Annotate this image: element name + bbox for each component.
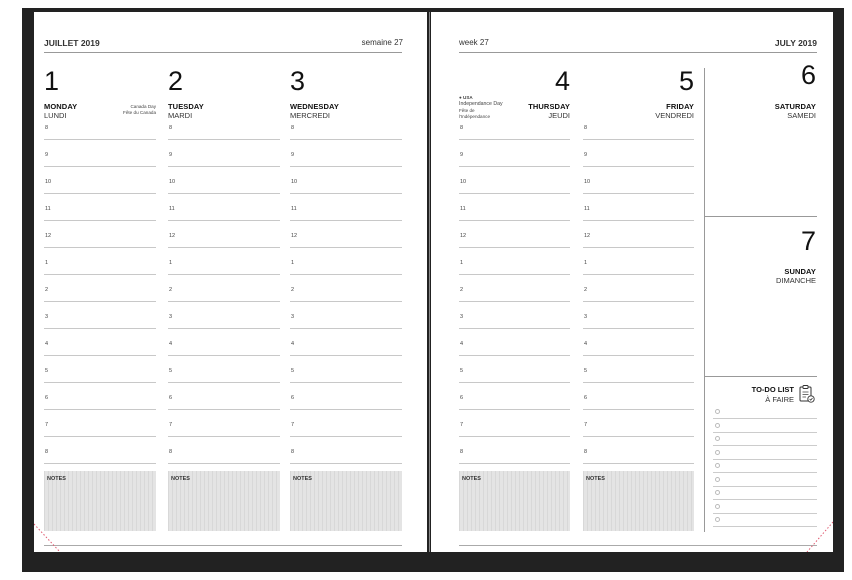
day-name-fr-3: MERCREDI <box>290 111 331 120</box>
hour-label: 5 <box>291 368 295 374</box>
day-number-5: 5 <box>678 66 694 96</box>
hour-slot[interactable] <box>459 139 570 140</box>
hour-label: 10 <box>460 179 467 185</box>
notes-label-3: NOTES <box>293 476 312 482</box>
sunday-writing-area[interactable] <box>705 288 817 376</box>
hour-label: 5 <box>45 368 49 374</box>
todo-item-line[interactable] <box>713 445 817 446</box>
saturday-sunday-rule <box>705 216 817 217</box>
hour-label: 8 <box>460 125 464 131</box>
hour-slot[interactable] <box>459 436 570 437</box>
hour-slot[interactable] <box>44 382 156 383</box>
hour-slot[interactable] <box>168 193 280 194</box>
hour-label: 9 <box>291 152 295 158</box>
todo-item-line[interactable] <box>713 486 817 487</box>
right-week-header: week 27 <box>459 38 489 47</box>
holiday-fr: Fête du Canada <box>123 109 156 115</box>
hour-slot[interactable] <box>583 247 694 248</box>
hour-label: 7 <box>45 422 49 428</box>
left-corner-dots <box>34 512 68 552</box>
hour-label: 11 <box>291 206 297 212</box>
holiday-en: Canada Day <box>130 104 156 109</box>
hour-slot[interactable] <box>168 139 280 140</box>
left-page <box>34 12 427 552</box>
hour-slot[interactable] <box>459 166 570 167</box>
hour-label: 3 <box>584 314 588 320</box>
hour-label: 6 <box>460 395 464 401</box>
day-name-en-5: FRIDAY <box>666 102 694 111</box>
day-name-fr-1: LUNDI <box>44 111 67 120</box>
todo-item-line[interactable] <box>713 513 817 514</box>
hour-slot[interactable] <box>44 220 156 221</box>
hour-slot[interactable] <box>290 436 402 437</box>
hour-label: 8 <box>45 449 49 455</box>
day-number-6: 6 <box>800 60 816 90</box>
hour-slot[interactable] <box>459 301 570 302</box>
saturday-writing-area[interactable] <box>705 124 817 216</box>
hour-slot[interactable] <box>583 436 694 437</box>
hour-slot[interactable] <box>168 436 280 437</box>
todo-item-line[interactable] <box>713 499 817 500</box>
hour-label: 7 <box>169 422 173 428</box>
hour-label: 2 <box>291 287 295 293</box>
hour-slot[interactable] <box>44 355 156 356</box>
hour-label: 6 <box>584 395 588 401</box>
hour-label: 8 <box>584 449 588 455</box>
hour-slot[interactable] <box>44 193 156 194</box>
hour-slot[interactable] <box>459 355 570 356</box>
hour-label: 9 <box>169 152 173 158</box>
hour-label: 4 <box>460 341 464 347</box>
hour-label: 2 <box>584 287 588 293</box>
hour-slot[interactable] <box>583 463 694 464</box>
hour-label: 3 <box>460 314 464 320</box>
hour-slot[interactable] <box>459 463 570 464</box>
todo-item-line[interactable] <box>713 432 817 433</box>
sunday-todo-rule <box>705 376 817 377</box>
hour-slot[interactable] <box>583 409 694 410</box>
hour-label: 11 <box>584 206 590 212</box>
hour-slot[interactable] <box>583 166 694 167</box>
hour-label: 8 <box>460 449 464 455</box>
hour-label: 8 <box>45 125 49 131</box>
right-page <box>431 12 833 552</box>
hour-label: 8 <box>169 449 173 455</box>
todo-item-line[interactable] <box>713 459 817 460</box>
hour-slot[interactable] <box>583 355 694 356</box>
hour-slot[interactable] <box>583 193 694 194</box>
holiday-en: Independance Day <box>459 100 503 107</box>
day-name-en-6: SATURDAY <box>774 102 816 111</box>
notes-label-5: NOTES <box>586 476 605 482</box>
day-name-fr-6: SAMEDI <box>787 111 816 120</box>
hour-slot[interactable] <box>583 328 694 329</box>
hour-slot[interactable] <box>44 301 156 302</box>
hour-slot[interactable] <box>290 301 402 302</box>
hour-label: 4 <box>45 341 49 347</box>
hour-slot[interactable] <box>290 166 402 167</box>
hour-slot[interactable] <box>459 247 570 248</box>
notes-label-4: NOTES <box>462 476 481 482</box>
hour-label: 1 <box>460 260 464 266</box>
clipboard-check-icon <box>798 384 816 404</box>
hour-label: 11 <box>169 206 175 212</box>
holiday-canada-day <box>104 104 156 116</box>
todo-checkbox[interactable] <box>715 409 720 414</box>
hour-label: 12 <box>584 233 591 239</box>
hour-slot[interactable] <box>459 274 570 275</box>
todo-checkbox[interactable] <box>715 517 720 522</box>
left-header-rule <box>44 52 402 53</box>
todo-checkbox[interactable] <box>715 504 720 509</box>
hour-label: 9 <box>584 152 588 158</box>
day-name-en-3: WEDNESDAY <box>290 102 339 111</box>
todo-checkbox[interactable] <box>715 490 720 495</box>
hour-label: 3 <box>45 314 49 320</box>
hour-label: 12 <box>45 233 52 239</box>
hour-label: 10 <box>45 179 52 185</box>
left-footer-rule <box>44 545 402 546</box>
todo-item-line[interactable] <box>713 472 817 473</box>
hour-label: 6 <box>291 395 295 401</box>
hour-label: 11 <box>45 206 51 212</box>
hour-label: 1 <box>169 260 173 266</box>
hour-slot[interactable] <box>290 247 402 248</box>
todo-item-line[interactable] <box>713 526 817 527</box>
hour-label: 6 <box>45 395 49 401</box>
hour-label: 5 <box>169 368 173 374</box>
hour-slot[interactable] <box>290 220 402 221</box>
hour-label: 5 <box>460 368 464 374</box>
hour-label: 8 <box>169 125 173 131</box>
hour-label: 7 <box>584 422 588 428</box>
day-number-3: 3 <box>290 66 306 96</box>
hour-slot[interactable] <box>168 382 280 383</box>
day-name-en-1: MONDAY <box>44 102 78 111</box>
notes-label-2: NOTES <box>171 476 190 482</box>
hour-slot[interactable] <box>44 274 156 275</box>
hour-slot[interactable] <box>583 139 694 140</box>
right-footer-rule <box>459 545 817 546</box>
hour-slot[interactable] <box>290 274 402 275</box>
hour-slot[interactable] <box>583 274 694 275</box>
hour-slot[interactable] <box>168 409 280 410</box>
holiday-fr-2: l'Indépendance <box>459 113 491 119</box>
hour-slot[interactable] <box>168 274 280 275</box>
hour-label: 12 <box>169 233 176 239</box>
hour-label: 8 <box>291 125 295 131</box>
hour-slot[interactable] <box>459 382 570 383</box>
hour-slot[interactable] <box>168 355 280 356</box>
day-number-4: 4 <box>554 66 570 96</box>
holiday-independence-day <box>459 95 521 120</box>
hour-label: 4 <box>291 341 295 347</box>
left-month-header: JUILLET 2019 <box>44 38 100 48</box>
hour-slot[interactable] <box>168 328 280 329</box>
hour-slot[interactable] <box>583 220 694 221</box>
hour-label: 6 <box>169 395 173 401</box>
hour-slot[interactable] <box>168 247 280 248</box>
hour-label: 10 <box>584 179 591 185</box>
right-corner-dots <box>803 512 833 552</box>
notes-label-1: NOTES <box>47 476 66 482</box>
holiday-country-tag: ● USA <box>459 95 473 100</box>
hour-label: 9 <box>460 152 464 158</box>
hour-slot[interactable] <box>290 328 402 329</box>
hour-slot[interactable] <box>168 463 280 464</box>
hour-label: 5 <box>584 368 588 374</box>
right-header-rule <box>459 52 817 53</box>
holiday-fr-1: Fête de <box>459 107 475 113</box>
day-name-fr-4: JEUDI <box>548 111 570 120</box>
day-name-en-4: THURSDAY <box>528 102 570 111</box>
hour-slot[interactable] <box>44 328 156 329</box>
hour-slot[interactable] <box>168 220 280 221</box>
hour-slot[interactable] <box>583 301 694 302</box>
hour-label: 7 <box>460 422 464 428</box>
day-number-7: 7 <box>800 226 816 256</box>
hour-slot[interactable] <box>290 139 402 140</box>
todo-checkbox[interactable] <box>715 477 720 482</box>
hour-slot[interactable] <box>168 166 280 167</box>
hour-label: 4 <box>169 341 173 347</box>
hour-slot[interactable] <box>459 409 570 410</box>
hour-label: 11 <box>460 206 466 212</box>
left-week-header: semaine 27 <box>361 38 403 47</box>
hour-slot[interactable] <box>168 301 280 302</box>
hour-label: 3 <box>291 314 295 320</box>
todo-title: TO-DO LIST <box>751 385 794 394</box>
hour-slot[interactable] <box>459 220 570 221</box>
hour-label: 12 <box>291 233 298 239</box>
hour-slot[interactable] <box>44 166 156 167</box>
day-name-en-7: SUNDAY <box>784 267 816 276</box>
hour-label: 8 <box>584 125 588 131</box>
hour-label: 7 <box>291 422 295 428</box>
todo-checkbox[interactable] <box>715 450 720 455</box>
todo-checkbox[interactable] <box>715 436 720 441</box>
todo-subtitle: À FAIRE <box>765 395 794 404</box>
todo-checkbox[interactable] <box>715 463 720 468</box>
hour-slot[interactable] <box>44 409 156 410</box>
hour-slot[interactable] <box>290 193 402 194</box>
hour-slot[interactable] <box>44 436 156 437</box>
hour-slot[interactable] <box>290 463 402 464</box>
todo-item-line[interactable] <box>713 418 817 419</box>
day-name-fr-5: VENDREDI <box>655 111 694 120</box>
hour-label: 8 <box>291 449 295 455</box>
day-number-2: 2 <box>168 66 184 96</box>
hour-label: 2 <box>460 287 464 293</box>
hour-slot[interactable] <box>44 139 156 140</box>
hour-slot[interactable] <box>290 409 402 410</box>
book-spine <box>429 12 430 552</box>
day-name-fr-7: DIMANCHE <box>775 276 816 285</box>
hour-label: 2 <box>169 287 173 293</box>
hour-slot[interactable] <box>44 463 156 464</box>
hour-slot[interactable] <box>44 247 156 248</box>
hour-slot[interactable] <box>290 355 402 356</box>
day-name-fr-2: MARDI <box>168 111 193 120</box>
hour-slot[interactable] <box>459 193 570 194</box>
hour-label: 10 <box>169 179 176 185</box>
hour-slot[interactable] <box>290 382 402 383</box>
day-number-1: 1 <box>44 66 60 96</box>
todo-checkbox[interactable] <box>715 423 720 428</box>
hour-slot[interactable] <box>583 382 694 383</box>
hour-label: 2 <box>45 287 49 293</box>
hour-label: 3 <box>169 314 173 320</box>
right-month-header: JULY 2019 <box>774 38 817 48</box>
hour-label: 4 <box>584 341 588 347</box>
hour-slot[interactable] <box>459 328 570 329</box>
hour-label: 1 <box>45 260 49 266</box>
hour-label: 1 <box>584 260 588 266</box>
hour-label: 10 <box>291 179 298 185</box>
hour-label: 12 <box>460 233 467 239</box>
hour-label: 1 <box>291 260 295 266</box>
hour-label: 9 <box>45 152 49 158</box>
day-name-en-2: TUESDAY <box>168 102 204 111</box>
